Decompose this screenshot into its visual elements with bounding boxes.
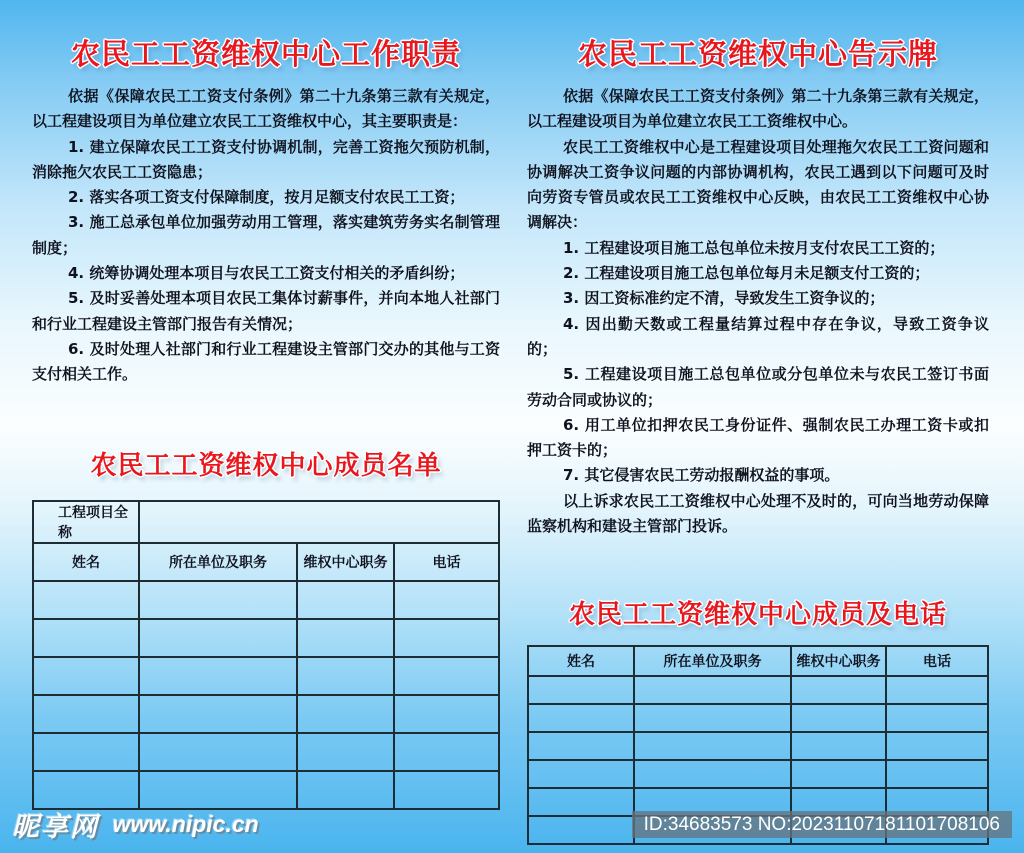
empty-cell <box>33 619 139 657</box>
table-row <box>528 676 988 704</box>
nipic-url: www.nipic.cn <box>112 811 259 837</box>
paragraph: 7. 其它侵害农民工劳动报酬权益的事项。 <box>563 466 840 485</box>
left-section-title: 农民工工资维权中心工作职责 <box>70 37 461 71</box>
empty-cell <box>791 760 886 788</box>
empty-cell <box>139 733 297 771</box>
column-header-unit: 所在单位及职务 <box>634 646 791 676</box>
paragraph: 农民工工资维权中心是工程建设项目处理拖欠农民工工资问题和协调解决工资争议问题的内部协调机构，农民工遇到以下问题可及时向劳资专管员或农民工工资维权中心反映，由农民工工资维权中心协调解决： <box>527 137 989 232</box>
table-row <box>33 657 499 695</box>
empty-cell <box>394 581 499 619</box>
empty-cell <box>528 788 634 816</box>
column-header-unit: 所在单位及职务 <box>139 543 297 581</box>
column-header-role: 维权中心职务 <box>297 543 394 581</box>
table-row <box>33 733 499 771</box>
empty-cell <box>297 581 394 619</box>
column-header-phone: 电话 <box>394 543 499 581</box>
table-row <box>33 695 499 733</box>
paragraph: 3. 施工总承包单位加强劳动用工管理，落实建筑劳务实名制管理制度； <box>32 213 500 257</box>
empty-cell <box>886 732 988 760</box>
empty-cell <box>394 657 499 695</box>
empty-cell <box>297 695 394 733</box>
table-row <box>33 619 499 657</box>
empty-cell <box>634 704 791 732</box>
empty-cell <box>394 619 499 657</box>
roster-header-row <box>33 543 499 581</box>
empty-cell <box>139 619 297 657</box>
member-roster-table <box>32 500 500 810</box>
image-id-badge: ID:34683573 NO:20231107181101708106 <box>632 811 1012 838</box>
empty-cell <box>791 732 886 760</box>
empty-cell <box>528 816 634 844</box>
project-name-row <box>33 501 499 543</box>
spacer <box>527 539 989 599</box>
paragraph: 以上诉求农民工工资维权中心处理不及时的，可向当地劳动保障监察机构和建设主管部门投诉。 <box>527 491 989 536</box>
column-header-name: 姓名 <box>528 646 634 676</box>
right-notice-text <box>527 84 989 539</box>
empty-cell <box>297 733 394 771</box>
empty-cell <box>394 771 499 809</box>
paragraph: 6. 用工单位扣押农民工身份证件、强制农民工办理工资卡或扣押工资卡的； <box>527 415 989 460</box>
paragraph: 5. 工程建设项目施工总包单位或分包单位未与农民工签订书面劳动合同或协议的； <box>527 365 989 409</box>
empty-cell <box>634 760 791 788</box>
empty-cell <box>528 760 634 788</box>
empty-cell <box>528 732 634 760</box>
empty-cell <box>297 619 394 657</box>
column-header-phone: 电话 <box>886 646 988 676</box>
empty-cell <box>33 695 139 733</box>
paragraph: 1. 建立保障农民工工资支付协调机制，完善工资拖欠预防机制，消除拖欠农民工工资隐患； <box>32 137 500 181</box>
left-roster-title: 农民工工资维权中心成员名单 <box>90 450 442 481</box>
empty-cell <box>33 733 139 771</box>
empty-cell <box>139 657 297 695</box>
table-row <box>33 581 499 619</box>
column-header-role: 维权中心职务 <box>791 646 886 676</box>
empty-cell <box>886 704 988 732</box>
table-row <box>528 732 988 760</box>
empty-cell <box>297 771 394 809</box>
paragraph: 5. 及时妥善处理本项目农民工集体讨薪事件，并向本地人社部门和行业工程建设主管部门报告有关情况； <box>32 289 500 333</box>
table-row <box>33 771 499 809</box>
empty-cell <box>33 657 139 695</box>
right-section-title: 农民工工资维权中心告示牌 <box>577 37 938 71</box>
spacer <box>32 388 500 450</box>
paragraph: 4. 统筹协调处理本项目与农民工工资支付相关的矛盾纠纷； <box>68 264 465 283</box>
project-name-value-cell <box>139 501 499 543</box>
paragraph: 2. 落实各项工资支付保障制度，按月足额支付农民工工资； <box>68 188 465 207</box>
empty-cell <box>33 581 139 619</box>
roster-header-row <box>528 646 988 676</box>
empty-cell <box>297 657 394 695</box>
empty-cell <box>791 676 886 704</box>
empty-cell <box>139 581 297 619</box>
empty-cell <box>33 771 139 809</box>
paragraph: 4. 因出勤天数或工程量结算过程中存在争议，导致工资争议的； <box>527 314 989 358</box>
empty-cell <box>528 704 634 732</box>
left-duties-text <box>32 84 500 388</box>
paragraph: 6. 及时处理人社部门和行业工程建设主管部门交办的其他与工资支付相关工作。 <box>32 339 500 384</box>
paragraph: 依据《保障农民工工资支付条例》第二十九条第三款有关规定，以工程建设项目为单位建立农民工工资维权中心，其主要职责是： <box>32 87 500 131</box>
paragraph: 依据《保障农民工工资支付条例》第二十九条第三款有关规定，以工程建设项目为单位建立农民工工资维权中心。 <box>527 87 989 131</box>
empty-cell <box>634 676 791 704</box>
empty-cell <box>886 676 988 704</box>
empty-cell <box>634 732 791 760</box>
column-header-name: 姓名 <box>33 543 139 581</box>
right-column <box>527 36 989 845</box>
nipic-logo: 昵享网 <box>12 812 99 843</box>
project-name-label: 工程项目全称 <box>33 501 139 543</box>
empty-cell <box>886 760 988 788</box>
paragraph: 3. 因工资标准约定不清，导致发生工资争议的； <box>563 289 885 308</box>
table-row <box>528 760 988 788</box>
table-row <box>528 704 988 732</box>
paragraph: 2. 工程建设项目施工总包单位每月未足额支付工资的； <box>563 264 930 283</box>
empty-cell <box>394 733 499 771</box>
empty-cell <box>139 771 297 809</box>
empty-cell <box>528 676 634 704</box>
left-column <box>32 36 500 810</box>
right-roster-title: 农民工工资维权中心成员及电话 <box>568 600 947 631</box>
empty-cell <box>394 695 499 733</box>
nipic-watermark <box>12 805 259 844</box>
paragraph: 1. 工程建设项目施工总包单位未按月支付农民工工资的； <box>563 238 945 257</box>
empty-cell <box>791 704 886 732</box>
empty-cell <box>139 695 297 733</box>
